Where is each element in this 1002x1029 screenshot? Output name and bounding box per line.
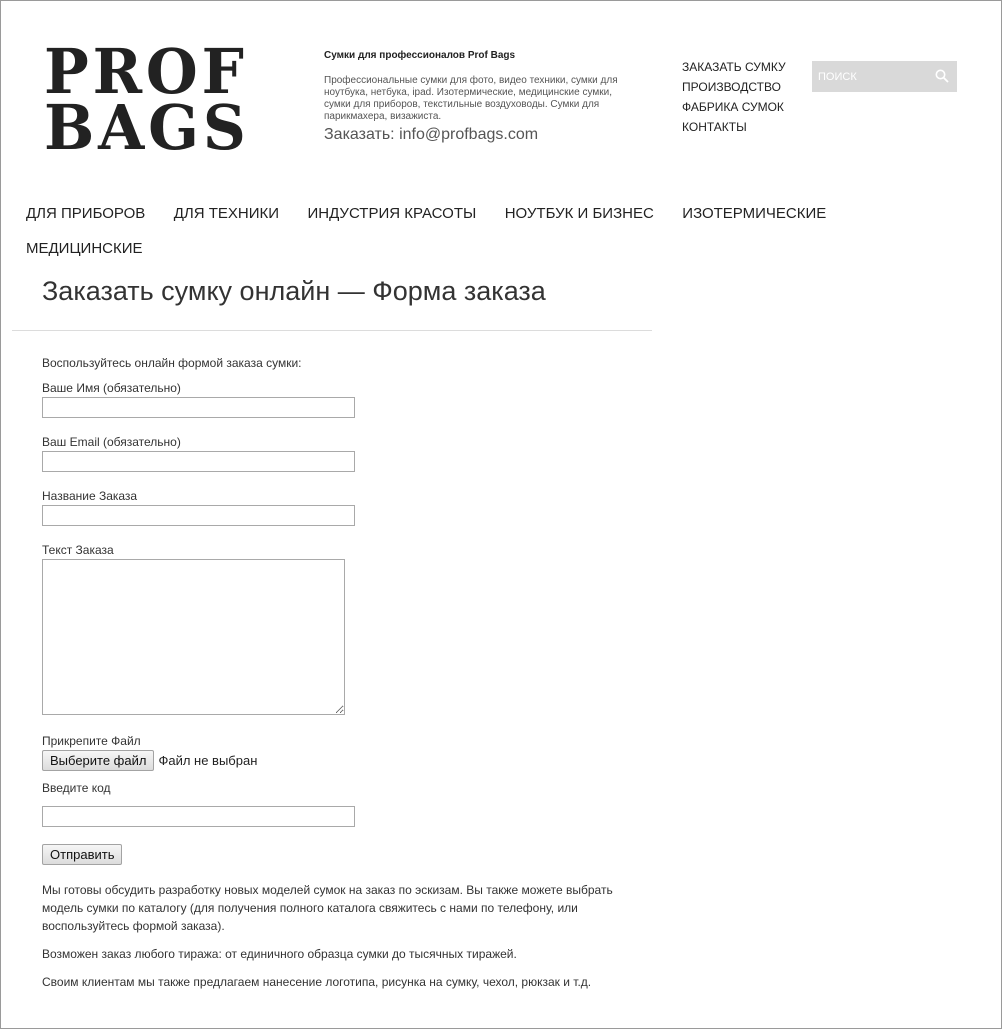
search-box: [812, 61, 957, 92]
title-divider: [12, 330, 652, 331]
order-name-label: Название Заказа: [42, 489, 138, 503]
tagline-order-email[interactable]: Заказать: info@profbags.com: [324, 126, 539, 143]
search-icon[interactable]: [935, 69, 949, 83]
top-links: [682, 60, 792, 140]
nav-item-medical[interactable]: МЕДИЦИНСКИЕ: [26, 240, 143, 257]
email-input[interactable]: [42, 451, 355, 472]
order-name-input[interactable]: [42, 505, 355, 526]
toplink-contacts[interactable]: КОНТАКТЫ: [682, 120, 747, 134]
captcha-label: Введите код: [42, 781, 111, 795]
name-label: Ваше Имя (обязательно): [42, 381, 181, 395]
toplink-production[interactable]: ПРОИЗВОДСТВО: [682, 80, 781, 94]
email-label: Ваш Email (обязательно): [42, 435, 181, 449]
search-input[interactable]: [812, 71, 928, 83]
main-nav: [26, 196, 986, 266]
order-form: [42, 356, 632, 1001]
info-paragraph-3: Своим клиентам мы также предлагаем нанесение логотипа, рисунка на сумку, чехол, рюкзак и т.д.: [42, 975, 592, 989]
form-intro: Воспользуйтесь онлайн формой заказа сумки:: [42, 356, 302, 370]
name-input[interactable]: [42, 397, 355, 418]
nav-item-laptop-business[interactable]: НОУТБУК И БИЗНЕС: [504, 205, 654, 222]
order-text-label: Текст Заказа: [42, 543, 114, 557]
file-status: Файл не выбран: [158, 753, 258, 768]
submit-button[interactable]: Отправить: [42, 844, 122, 865]
nav-item-equipment[interactable]: ДЛЯ ТЕХНИКИ: [173, 205, 280, 222]
tagline-title: Сумки для профессионалов Prof Bags: [324, 50, 516, 61]
logo[interactable]: [44, 35, 250, 164]
toplink-bag-factory[interactable]: ФАБРИКА СУМОК: [682, 100, 784, 114]
logo-line-1: PROF: [44, 35, 248, 108]
tagline-description: Профессиональные сумки для фото, видео техники, сумки для ноутбука, нетбука, ipad. Изотермические, медицинские сумки, сумки для приборов, текстильные воздуховоды. Сумки для парикмахера, визажиста.: [324, 75, 618, 122]
captcha-input[interactable]: [42, 806, 355, 827]
nav-item-beauty[interactable]: ИНДУСТРИЯ КРАСОТЫ: [307, 205, 477, 222]
file-label: Прикрепите Файл: [42, 734, 141, 748]
logo-line-2: BAGS: [44, 91, 250, 164]
info-paragraph-1: Мы готовы обсудить разработку новых моделей сумок на заказ по эскизам. Вы также можете выбрать модель сумки по каталогу (для получения полного каталога свяжитесь с нами по телефону, или воспользуйтесь формой заказа).: [42, 883, 613, 933]
page-title: Заказать сумку онлайн — Форма заказа: [42, 276, 546, 306]
toplink-order-bag[interactable]: ЗАКАЗАТЬ СУМКУ: [682, 60, 786, 74]
choose-file-button[interactable]: Выберите файл: [42, 750, 154, 771]
file-upload: [42, 750, 632, 771]
nav-item-instruments[interactable]: ДЛЯ ПРИБОРОВ: [26, 205, 146, 222]
info-paragraph-2: Возможен заказ любого тиража: от единичного образца сумки до тысячных тиражей.: [42, 947, 517, 961]
site-tagline: [324, 50, 624, 144]
nav-item-isothermal[interactable]: ИЗОТЕРМИЧЕСКИЕ: [682, 205, 827, 222]
order-text-textarea[interactable]: [42, 559, 345, 715]
